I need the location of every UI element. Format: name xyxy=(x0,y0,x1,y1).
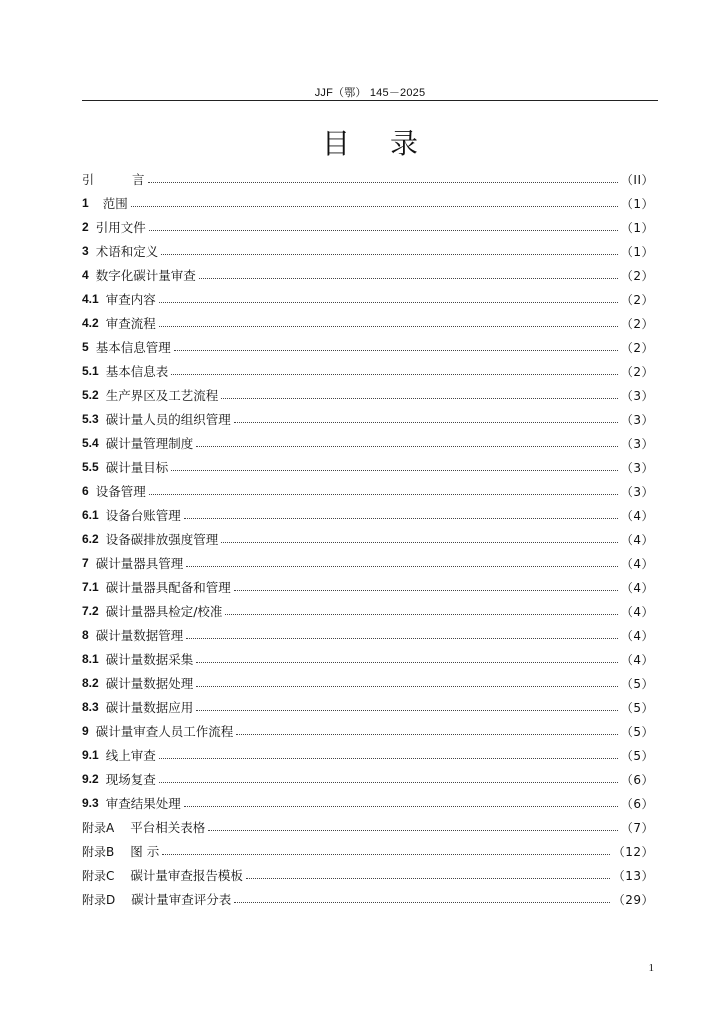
toc-entry-title: 碳计量数据管理 xyxy=(95,628,184,643)
toc-entry-number: 附录C xyxy=(82,868,115,883)
toc-entry-title: 碳计量器具检定/校准 xyxy=(105,604,223,619)
toc-dot-leader xyxy=(196,709,618,711)
toc-entry-title: 线上审查 xyxy=(105,748,156,763)
toc-entry-number: 9.1 xyxy=(82,748,99,762)
toc-entry[interactable] xyxy=(82,431,654,455)
toc-dot-leader xyxy=(184,805,618,807)
toc-dot-leader xyxy=(159,325,618,327)
toc-entry-title: 言 xyxy=(132,172,145,187)
toc-entry[interactable] xyxy=(82,335,654,359)
toc-entry-page: （1） xyxy=(620,220,654,235)
toc-entry-title: 范围 xyxy=(102,196,128,211)
toc-dot-leader xyxy=(162,853,610,855)
toc-entry-page: （3） xyxy=(620,412,654,427)
toc-dot-leader xyxy=(149,493,618,495)
toc-entry-title: 碳计量审查报告模板 xyxy=(130,868,243,883)
toc-entry-number: 9 xyxy=(82,724,89,738)
toc-entry[interactable] xyxy=(82,383,654,407)
toc-dot-leader xyxy=(186,637,618,639)
toc-dot-leader xyxy=(236,733,618,735)
toc-entry[interactable] xyxy=(82,647,654,671)
toc-entry-title: 碳计量器具管理 xyxy=(95,556,184,571)
toc-entry[interactable] xyxy=(82,527,654,551)
running-header: JJF（鄂） 145－2025 xyxy=(314,87,426,99)
toc-entry-number: 5.3 xyxy=(82,412,99,426)
toc-entry-page: （13） xyxy=(612,868,654,883)
toc-entry-title: 引用文件 xyxy=(95,220,146,235)
toc-entry-title: 平台相关表格 xyxy=(130,820,206,835)
toc-entry[interactable] xyxy=(82,671,654,695)
toc-entry-page: （5） xyxy=(620,700,654,715)
toc-entry-page: （4） xyxy=(620,652,654,667)
toc-entry-page: （1） xyxy=(620,196,654,211)
toc-entry-page: （12） xyxy=(612,844,654,859)
toc-dot-leader xyxy=(149,229,618,231)
toc-entry-page: （3） xyxy=(620,388,654,403)
toc-entry-number: 5 xyxy=(82,340,89,354)
toc-entry-page: （4） xyxy=(620,580,654,595)
toc-entry-number: 引 xyxy=(82,172,95,187)
toc-entry[interactable] xyxy=(82,623,654,647)
toc-entry-title: 生产界区及工艺流程 xyxy=(105,388,219,403)
toc-entry-title: 碳计量人员的组织管理 xyxy=(105,412,231,427)
toc-dot-leader xyxy=(159,301,618,303)
toc-dot-leader xyxy=(199,277,618,279)
toc-entry-page: （4） xyxy=(620,604,654,619)
toc-dot-leader xyxy=(196,445,618,447)
toc-entry-number: 附录D xyxy=(82,892,116,907)
toc-entry-number: 6.2 xyxy=(82,532,99,546)
toc-entry[interactable] xyxy=(82,407,654,431)
toc-entry-number: 9.3 xyxy=(82,796,99,810)
toc-entry-number: 4 xyxy=(82,268,89,282)
toc-entry-title: 基本信息管理 xyxy=(95,340,171,355)
toc-entry-title: 碳计量审查评分表 xyxy=(131,892,232,907)
toc-entry-page: （4） xyxy=(620,628,654,643)
toc-entry-title: 碳计量审查人员工作流程 xyxy=(95,724,234,739)
toc-entry-title: 审查流程 xyxy=(105,316,156,331)
toc-entry-number: 附录B xyxy=(82,844,115,859)
toc-entry-page: （3） xyxy=(620,460,654,475)
toc-entry-page: （2） xyxy=(620,364,654,379)
toc-entry[interactable] xyxy=(82,167,654,191)
table-of-contents xyxy=(82,167,654,911)
toc-entry[interactable] xyxy=(82,695,654,719)
toc-dot-leader xyxy=(221,541,618,543)
toc-entry-page: （5） xyxy=(620,676,654,691)
toc-entry-page: （29） xyxy=(612,892,654,907)
toc-entry-number: 附录A xyxy=(82,820,115,835)
toc-entry-title: 审查内容 xyxy=(105,292,156,307)
toc-entry[interactable] xyxy=(82,191,654,215)
toc-entry-number: 3 xyxy=(82,244,89,258)
toc-entry-title: 设备碳排放强度管理 xyxy=(105,532,219,547)
toc-entry-number: 5.1 xyxy=(82,364,99,378)
toc-entry-number: 7.2 xyxy=(82,604,99,618)
toc-entry[interactable] xyxy=(82,503,654,527)
toc-dot-leader xyxy=(221,397,618,399)
toc-entry-title: 碳计量管理制度 xyxy=(105,436,194,451)
toc-entry-page: （4） xyxy=(620,556,654,571)
toc-entry[interactable] xyxy=(82,863,654,887)
toc-entry-number: 8 xyxy=(82,628,89,642)
toc-entry-page: （6） xyxy=(620,796,654,811)
toc-entry-number: 6 xyxy=(82,484,89,498)
toc-dot-leader xyxy=(159,757,618,759)
toc-entry-number: 5.4 xyxy=(82,436,99,450)
toc-entry-title: 数字化碳计量审查 xyxy=(95,268,196,283)
toc-entry-number: 7.1 xyxy=(82,580,99,594)
toc-entry-page: （7） xyxy=(620,820,654,835)
toc-dot-leader xyxy=(246,877,610,879)
toc-dot-leader xyxy=(148,181,618,183)
toc-dot-leader xyxy=(186,565,618,567)
toc-entry-page: （5） xyxy=(620,724,654,739)
toc-entry[interactable] xyxy=(82,287,654,311)
toc-entry[interactable] xyxy=(82,743,654,767)
toc-dot-leader xyxy=(234,421,618,423)
toc-dot-leader xyxy=(196,661,618,663)
toc-entry-number: 5.5 xyxy=(82,460,99,474)
toc-entry[interactable] xyxy=(82,719,654,743)
toc-entry[interactable] xyxy=(82,215,654,239)
toc-entry-title: 术语和定义 xyxy=(95,244,159,259)
toc-entry-page: （6） xyxy=(620,772,654,787)
toc-entry-number: 6.1 xyxy=(82,508,99,522)
toc-dot-leader xyxy=(234,901,609,903)
toc-dot-leader xyxy=(161,253,618,255)
toc-entry[interactable] xyxy=(82,263,654,287)
toc-entry-number: 8.3 xyxy=(82,700,99,714)
toc-entry-page: （2） xyxy=(620,316,654,331)
toc-entry-page: （2） xyxy=(620,268,654,283)
toc-entry-page: （4） xyxy=(620,532,654,547)
toc-entry-number: 9.2 xyxy=(82,772,99,786)
toc-dot-leader xyxy=(159,781,618,783)
toc-entry-number: 4.2 xyxy=(82,316,99,330)
toc-entry[interactable] xyxy=(82,455,654,479)
toc-entry-title: 碳计量器具配备和管理 xyxy=(105,580,231,595)
toc-entry-title: 碳计量数据采集 xyxy=(105,652,194,667)
toc-entry-page: （4） xyxy=(620,508,654,523)
toc-entry-page: （2） xyxy=(620,292,654,307)
toc-dot-leader xyxy=(171,469,618,471)
toc-dot-leader xyxy=(171,373,618,375)
toc-entry-page: （3） xyxy=(620,436,654,451)
toc-entry-title: 图 示 xyxy=(130,844,160,859)
toc-dot-leader xyxy=(225,613,617,615)
toc-entry[interactable] xyxy=(82,479,654,503)
toc-entry-page: （5） xyxy=(620,748,654,763)
page-title: 目录 xyxy=(321,127,458,160)
header-rule xyxy=(82,100,658,101)
toc-entry[interactable] xyxy=(82,551,654,575)
toc-entry[interactable] xyxy=(82,239,654,263)
toc-entry-number: 8.1 xyxy=(82,652,99,666)
toc-entry[interactable] xyxy=(82,767,654,791)
toc-entry-number: 5.2 xyxy=(82,388,99,402)
toc-entry-page: （2） xyxy=(620,340,654,355)
toc-dot-leader xyxy=(184,517,618,519)
toc-dot-leader xyxy=(196,685,618,687)
toc-entry-page: （3） xyxy=(620,484,654,499)
toc-entry-number: 4.1 xyxy=(82,292,99,306)
toc-entry[interactable] xyxy=(82,359,654,383)
toc-entry-title: 设备台账管理 xyxy=(105,508,181,523)
toc-entry-title: 碳计量数据处理 xyxy=(105,676,194,691)
toc-dot-leader xyxy=(234,589,618,591)
toc-entry-number: 8.2 xyxy=(82,676,99,690)
toc-entry-title: 审查结果处理 xyxy=(105,796,181,811)
toc-entry-title: 碳计量数据应用 xyxy=(105,700,194,715)
toc-entry-title: 基本信息表 xyxy=(105,364,169,379)
toc-entry[interactable] xyxy=(82,815,654,839)
toc-dot-leader xyxy=(174,349,618,351)
toc-entry-page: （1） xyxy=(620,244,654,259)
toc-entry-title: 现场复查 xyxy=(105,772,156,787)
toc-dot-leader xyxy=(208,829,618,831)
toc-entry[interactable] xyxy=(82,887,654,911)
toc-entry-title: 碳计量目标 xyxy=(105,460,169,475)
toc-entry[interactable] xyxy=(82,311,654,335)
toc-entry-number: 7 xyxy=(82,556,89,570)
toc-entry[interactable] xyxy=(82,791,654,815)
page-number: 1 xyxy=(648,962,654,974)
toc-dot-leader xyxy=(131,205,618,207)
toc-entry[interactable] xyxy=(82,575,654,599)
toc-entry-number: 2 xyxy=(82,220,89,234)
toc-entry[interactable] xyxy=(82,839,654,863)
toc-entry-number: 1 xyxy=(82,196,89,210)
toc-entry-title: 设备管理 xyxy=(95,484,146,499)
toc-entry-page: （II） xyxy=(620,172,654,187)
toc-entry[interactable] xyxy=(82,599,654,623)
